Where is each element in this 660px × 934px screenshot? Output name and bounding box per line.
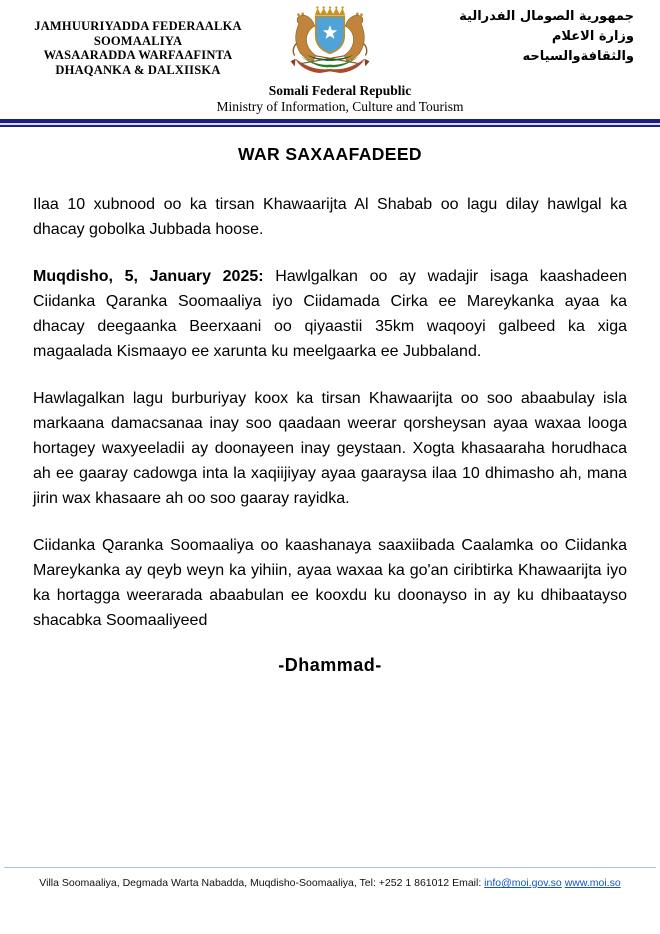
ministry-name-somali: [28, 19, 248, 77]
ministry-somali-line: SOOMAALIYA: [93, 33, 183, 48]
end-mark: -Dhammad-: [278, 655, 382, 675]
footer-address: Villa Soomaaliya, Degmada Warta Nabadda, Muqdisho-Soomaaliya, Tel: +252 1 861012 Email:: [39, 877, 482, 889]
press-release-title: WAR SAXAAFADEED: [238, 144, 422, 164]
ministry-arabic-line: جمهورية الصومال الفدرالية: [459, 9, 634, 24]
somalia-coat-of-arms-icon: [288, 5, 372, 84]
paragraph-summary: [33, 192, 627, 242]
paragraph-dateline: [33, 264, 627, 364]
divider-thin-bar: [0, 125, 660, 127]
website-link[interactable]: www.moi.so: [564, 877, 621, 889]
ministry-somali-line: JAMHUURIYADDA FEDERAALKA: [34, 19, 242, 33]
press-release-body: [33, 136, 627, 676]
paragraph-closing: [33, 533, 627, 633]
footer-contact: [0, 877, 660, 889]
ministry-arabic-line: والثقافةوالسياحه: [522, 49, 634, 64]
paragraph-text: Ciidanka Qaranka Soomaaliya oo kaashanaya saaxiibada Caalamka oo Ciidanka Mareykanka ay qeyb weyn ka yihiin, ayaa waxaa ka go'an ciribtirka Khawaarijta iyo ka hortagga weerarada abaabulan ee kooxdu ku doonayso in ay ku dhibaatayso shacabka Soomaaliyeed: [33, 537, 627, 629]
footer-divider: [4, 867, 656, 868]
republic-title: Somali Federal Republic: [268, 83, 412, 98]
paragraph-operation-details: [33, 386, 627, 511]
dateline: Muqdisho, 5, January 2025:: [33, 268, 264, 285]
paragraph-text: Hawlagalkan lagu burburiyay koox ka tirsan Khawaarijta oo soo abaabulay isla markaana damacsanaa inay soo qaadaan weerar qorsheysan ayaa waxaa looga hortagey waxyeeladii ay doonayeen inay geystaan. Xogta khasaaraha horudhaca ah ee gaaray cadowga inta la xaqiijiyay ayaa gaaraysa ilaa 10 dhimasho ah, mana jirin wax khasaare ah oo soo gaaray rayidka.: [33, 390, 627, 507]
ministry-arabic-line: وزارة الاعلام: [551, 29, 634, 44]
ministry-title-english: Ministry of Information, Culture and Tourism: [216, 99, 464, 114]
email-link[interactable]: info@moi.gov.so: [484, 877, 562, 889]
header-divider: [0, 119, 660, 127]
ministry-somali-line: WASAARADDA WARFAAFINTA: [43, 48, 233, 62]
paragraph-text: Hawlgalkan oo ay wadajir isaga kaashadeen Ciidanka Qaranka Soomaaliya iyo Ciidamada Cirka ee Mareykanka ayaa ka dhacay deegaanka Beerxaani oo qiyaastii 35km waqooyi galbeed ka xiga magaalada Kismaayo ee xarunta ku meelgaarka ee Jubbaland.: [33, 268, 627, 360]
paragraph-text: Ilaa 10 xubnood oo ka tirsan Khawaarijta Al Shabab oo lagu dilay hawlgal ka dhacay gobolka Jubbada hoose.: [33, 196, 627, 238]
ministry-name-arabic: [404, 7, 634, 67]
ministry-somali-line: DHAQANKA & DALXIISKA: [55, 62, 221, 77]
header-center-titles: [10, 83, 660, 115]
